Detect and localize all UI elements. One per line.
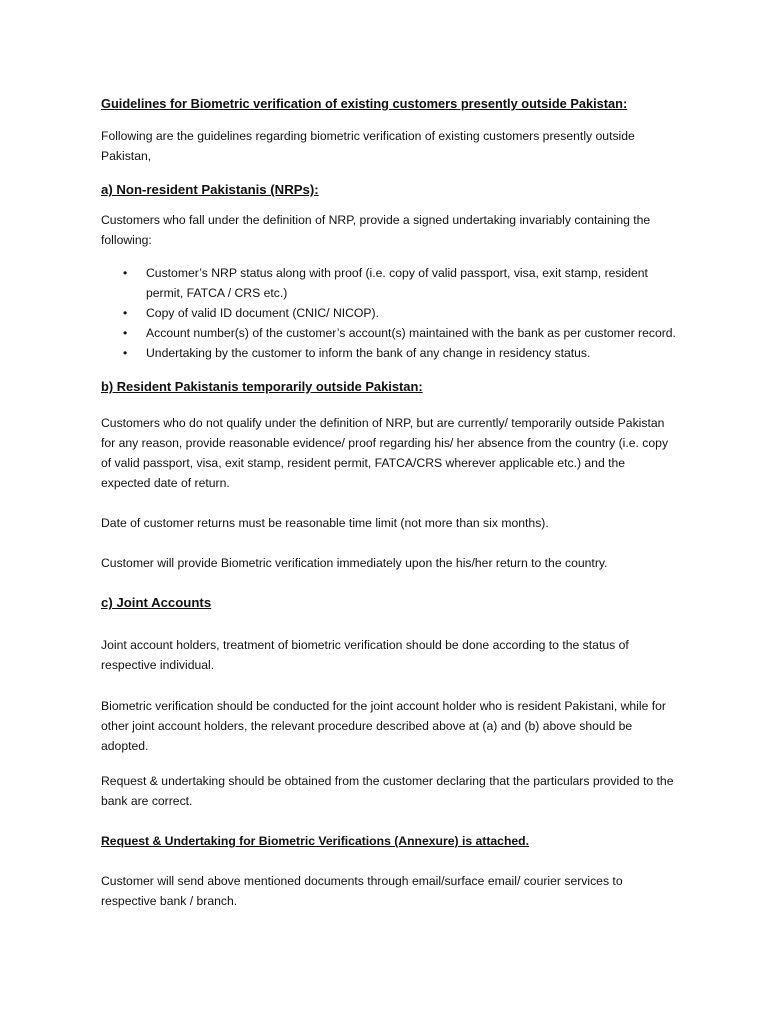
nrp-requirements-list [101, 263, 676, 363]
document-body [101, 94, 676, 911]
section-b-paragraph-1: Customers who do not qualify under the definition of NRP, but are currently/ temporarily outside Pakistan for any reason, provide reasonable evidence/ proof regarding his/ her absence from the country (i.e. copy of valid passport, visa, exit stamp, resident permit, FATCA/CRS wherever applicable etc.) and the expected date of return. [101, 416, 669, 490]
bullet-icon: • [123, 346, 128, 360]
section-c-paragraph-2: Biometric verification should be conducted for the joint account holder who is resident Pakistani, while for other joint account holders, the relevant procedure described above at (a) and (b) above should be adopted. [101, 699, 666, 753]
section-c-heading: c) Joint Accounts [101, 595, 212, 610]
bullet-icon: • [123, 306, 128, 320]
bullet-icon: • [123, 326, 128, 340]
closing-paragraph: Customer will send above mentioned documents through email/surface email/ courier services to respective bank / branch. [101, 874, 623, 908]
list-item-text: Copy of valid ID document (CNIC/ NICOP). [146, 306, 379, 320]
section-c-paragraph-1: Joint account holders, treatment of biometric verification should be done according to the status of respective individual. [101, 638, 629, 672]
section-b-paragraph-3: Customer will provide Biometric verification immediately upon the his/her return to the country. [101, 556, 608, 570]
section-b-paragraph-2: Date of customer returns must be reasonable time limit (not more than six months). [101, 516, 549, 530]
document-title: Guidelines for Biometric verification of existing customers presently outside Pakistan: [101, 96, 628, 111]
section-a-heading: a) Non-resident Pakistanis (NRPs): [101, 182, 319, 197]
bullet-icon: • [123, 266, 128, 280]
list-item-text: Account number(s) of the customer’s account(s) maintained with the bank as per customer record. [146, 326, 676, 340]
section-b-heading: b) Resident Pakistanis temporarily outside Pakistan: [101, 379, 423, 394]
intro-paragraph: Following are the guidelines regarding biometric verification of existing customers presently outside Pakistan, [101, 129, 635, 163]
list-item [101, 263, 676, 303]
list-item [101, 303, 676, 323]
list-item [101, 323, 676, 343]
list-item [101, 343, 676, 363]
annexure-notice: Request & Undertaking for Biometric Verifications (Annexure) is attached. [101, 834, 530, 848]
list-item-text: Undertaking by the customer to inform the bank of any change in residency status. [146, 346, 591, 360]
section-a-text: Customers who fall under the definition of NRP, provide a signed undertaking invariably containing the following: [101, 213, 651, 247]
section-c-paragraph-3: Request & undertaking should be obtained from the customer declaring that the particulars provided to the bank are correct. [101, 774, 674, 808]
list-item-text: Customer’s NRP status along with proof (i.e. copy of valid passport, visa, exit stamp, resident permit, FATCA / CRS etc.) [146, 266, 648, 300]
